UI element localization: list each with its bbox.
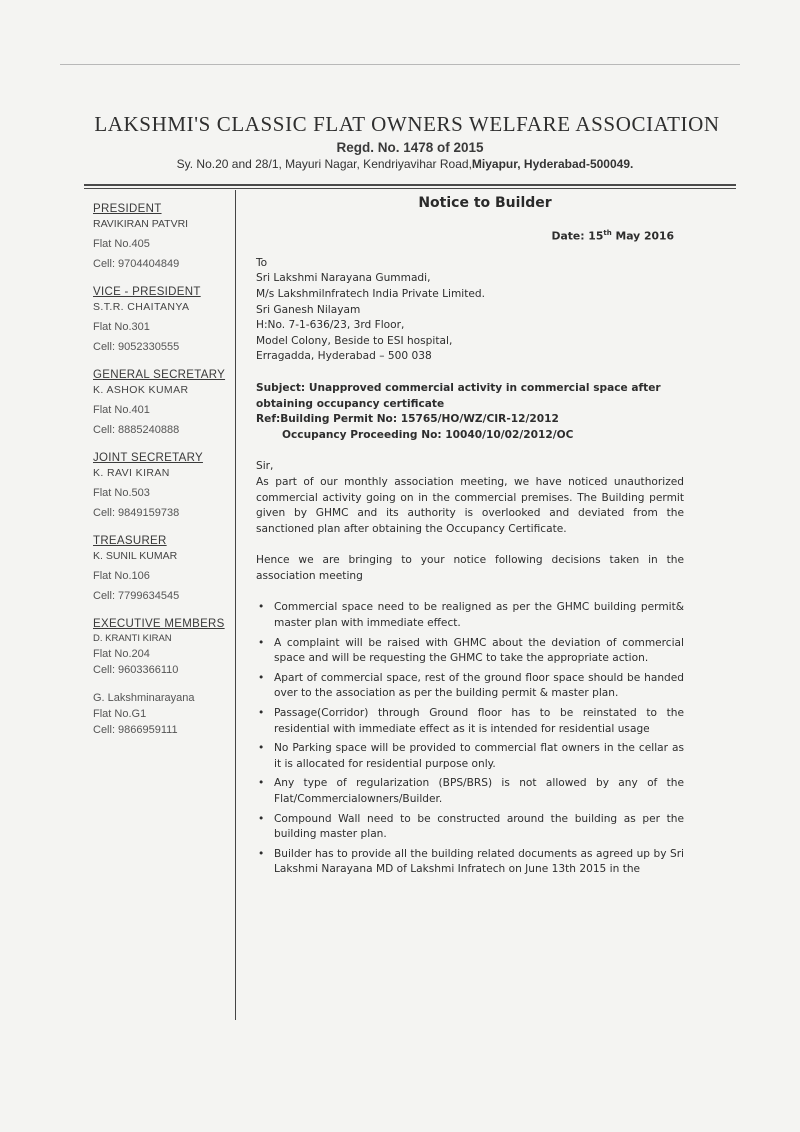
person-name: G. Lakshminarayana [93,692,195,704]
list-item: • Compound Wall need to be constructed around the building as per the building master plan. [256,812,684,843]
office-bearers-sidebar [93,203,233,752]
flat-number: Flat No.405 [93,238,150,250]
role-treasurer [93,535,233,602]
role-title: TREASURER [93,535,167,547]
role-title: VICE - PRESIDENT [93,286,201,298]
address-line: To [256,256,268,269]
cell-number: Cell: 9603366110 [93,664,179,676]
decision-list [256,600,684,878]
role-title: GENERAL SECRETARY [93,369,226,381]
role-general-secretary [93,369,233,436]
subject-block [256,381,684,443]
role-vice-president [93,286,233,353]
cell-number: Cell: 8885240888 [93,424,180,436]
flat-number: Flat No.503 [93,487,150,499]
cell-number: Cell: 7799634545 [93,590,180,602]
address-line-suffix: Miyapur, Hyderabad-500049. [471,157,634,171]
registration-number: Regd. No. 1478 of 2015 [336,140,484,155]
list-item: • Builder has to provide all the building related documents as agreed up by Sri Lakshmi Narayana MD of Lakshmi Infratech on June 13th 2015 in the [256,847,684,878]
address-line: Erragadda, Hyderabad – 500 038 [256,350,432,363]
address-line: H:No. 7-1-636/23, 3rd Floor, [256,319,405,332]
flat-number: Flat No.301 [93,321,150,333]
paragraph-text: As part of our monthly association meeting, we have noticed unauthorized commercial activity going on in the commercial premises. The Building permit given by GHMC and its authority is overlooked and deviated from the sanctioned plan after obtaining the Occupancy Certificate. [256,475,684,535]
list-item: • A complaint will be raised with GHMC about the deviation of commercial space and will be requesting the GHMC to take the appropriate action. [256,636,684,667]
role-title: EXECUTIVE MEMBERS [93,618,225,630]
notice-title: Notice to Builder [418,195,552,211]
subject-line: Subject: Unapproved commercial activity in commercial space after obtaining occupancy certificate [256,381,661,410]
person-name: S.T.R. CHAITANYA [93,301,190,313]
role-title: PRESIDENT [93,203,162,215]
person-name: K. ASHOK KUMAR [93,384,189,396]
list-item: • Passage(Corridor) through Ground floor has to be reinstated to the residential with immediate effect as it is intended for residential usage [256,706,684,737]
flat-number: Flat No.G1 [93,708,147,720]
flat-number: Flat No.106 [93,570,150,582]
executive-member-2 [93,692,233,736]
role-title: JOINT SECRETARY [93,452,203,464]
paragraph-2: Hence we are bringing to your notice following decisions taken in the association meeting [256,554,684,582]
list-item: • Any type of regularization (BPS/BRS) is not allowed by any of the Flat/Commercialowners/Builder. [256,776,684,807]
address-line: M/s Lakshmilnfratech India Private Limited. [256,287,485,300]
notice-date [256,226,674,244]
organization-address [10,157,800,171]
cell-number: Cell: 9849159738 [93,507,180,519]
address-line: Sri Ganesh Nilayam [256,303,361,316]
date-ordinal: th [603,228,612,237]
letterhead [0,112,800,171]
organization-name: LAKSHMI'S CLASSIC FLAT OWNERS WELFARE ASSOCIATION [94,112,720,136]
cell-number: Cell: 9704404849 [93,258,180,270]
address-line-prefix: Sy. No.20 and 28/1, Mayuri Nagar, Kendriyavihar Road, [176,157,472,171]
salutation: Sir, [256,460,274,473]
person-name: D. KRANTI KIRAN [93,633,172,644]
date-suffix: May 2016 [611,229,674,243]
cell-number: Cell: 9866959111 [93,724,178,736]
list-item: • Commercial space need to be realigned as per the GHMC building permit& master plan with immediate effect. [256,600,684,631]
role-executive-members [93,618,233,676]
cell-number: Cell: 9052330555 [93,341,180,353]
flat-number: Flat No.204 [93,648,150,660]
flat-number: Flat No.401 [93,404,150,416]
date-prefix: Date: 15 [551,229,604,243]
address-line: Sri Lakshmi Narayana Gummadi, [256,272,431,285]
paragraph-1 [256,459,684,537]
notice-body [256,196,684,882]
reference-line: Ref:Building Permit No: 15765/HO/WZ/CIR-12/2012 [256,413,559,426]
recipient-address [256,256,684,365]
sidebar-divider [235,190,236,1020]
header-divider [84,184,736,186]
address-line: Model Colony, Beside to ESI hospital, [256,334,453,347]
person-name: K. RAVI KIRAN [93,467,170,479]
role-president [93,203,233,270]
top-edge-line [60,64,740,65]
list-item: • No Parking space will be provided to commercial flat owners in the cellar as it is allocated for residential purpose only. [256,741,684,772]
list-item: • Apart of commercial space, rest of the ground floor space should be handed over to the association as per the building permit & master plan. [256,671,684,702]
reference-line: Occupancy Proceeding No: 10040/10/02/2012/OC [282,428,574,441]
role-joint-secretary [93,452,233,519]
header-divider-thin [84,188,736,189]
person-name: RAVIKIRAN PATVRI [93,218,189,230]
person-name: K. SUNIL KUMAR [93,550,178,562]
